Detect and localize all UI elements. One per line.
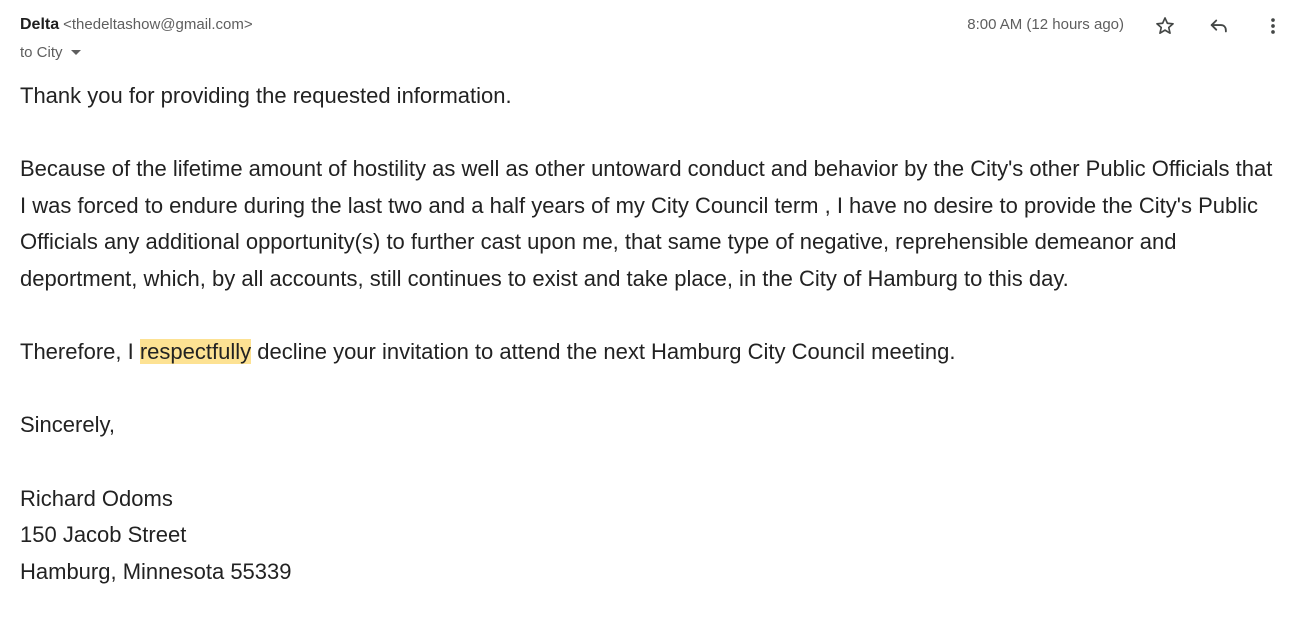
recipient-details-toggle[interactable] <box>20 42 81 64</box>
closing-line: Sincerely, <box>20 412 115 438</box>
decline-text-end: decline your invitation to attend the next Hamburg City Council meeting. <box>251 339 956 365</box>
highlighted-word: respectfully <box>139 339 252 365</box>
explanation-paragraph: Because of the lifetime amount of hostility as well as other untoward conduct and behavior by the City's other Public Officials that I was forced to endure during the last two and a half years of my City Council term , I have no desire to provide the City's Public Officials any additional opportunity(s) to further cast upon me, that same type of negative, reprehensible demeanor and deportment, which, by all accounts, still continues to exist and take place, in the City of Hamburg to this day. <box>20 156 1273 291</box>
signature-street: 150 Jacob Street <box>20 522 187 548</box>
recipient-label: to City <box>20 44 63 61</box>
decline-text-start: Therefore, I <box>20 339 140 365</box>
more-options-button[interactable] <box>1259 12 1287 40</box>
greeting-paragraph: Thank you for providing the requested information. <box>20 83 512 108</box>
message-timestamp: 8:00 AM (12 hours ago) <box>967 16 1124 33</box>
reply-icon <box>1208 15 1230 37</box>
star-icon <box>1154 15 1176 37</box>
sender-name[interactable]: Delta <box>20 16 60 33</box>
sender-email: <thedeltashow@gmail.com> <box>63 16 253 33</box>
sender-line <box>20 14 253 36</box>
message-header <box>20 14 1280 64</box>
star-button[interactable] <box>1151 12 1179 40</box>
signature-name: Richard Odoms <box>20 485 173 511</box>
reply-button[interactable] <box>1205 12 1233 40</box>
more-vertical-icon <box>1262 15 1284 37</box>
caret-down-icon[interactable] <box>71 50 81 55</box>
signature-city: Hamburg, Minnesota 55339 <box>20 558 292 584</box>
decline-paragraph <box>20 334 1282 371</box>
message-body <box>20 78 1282 590</box>
